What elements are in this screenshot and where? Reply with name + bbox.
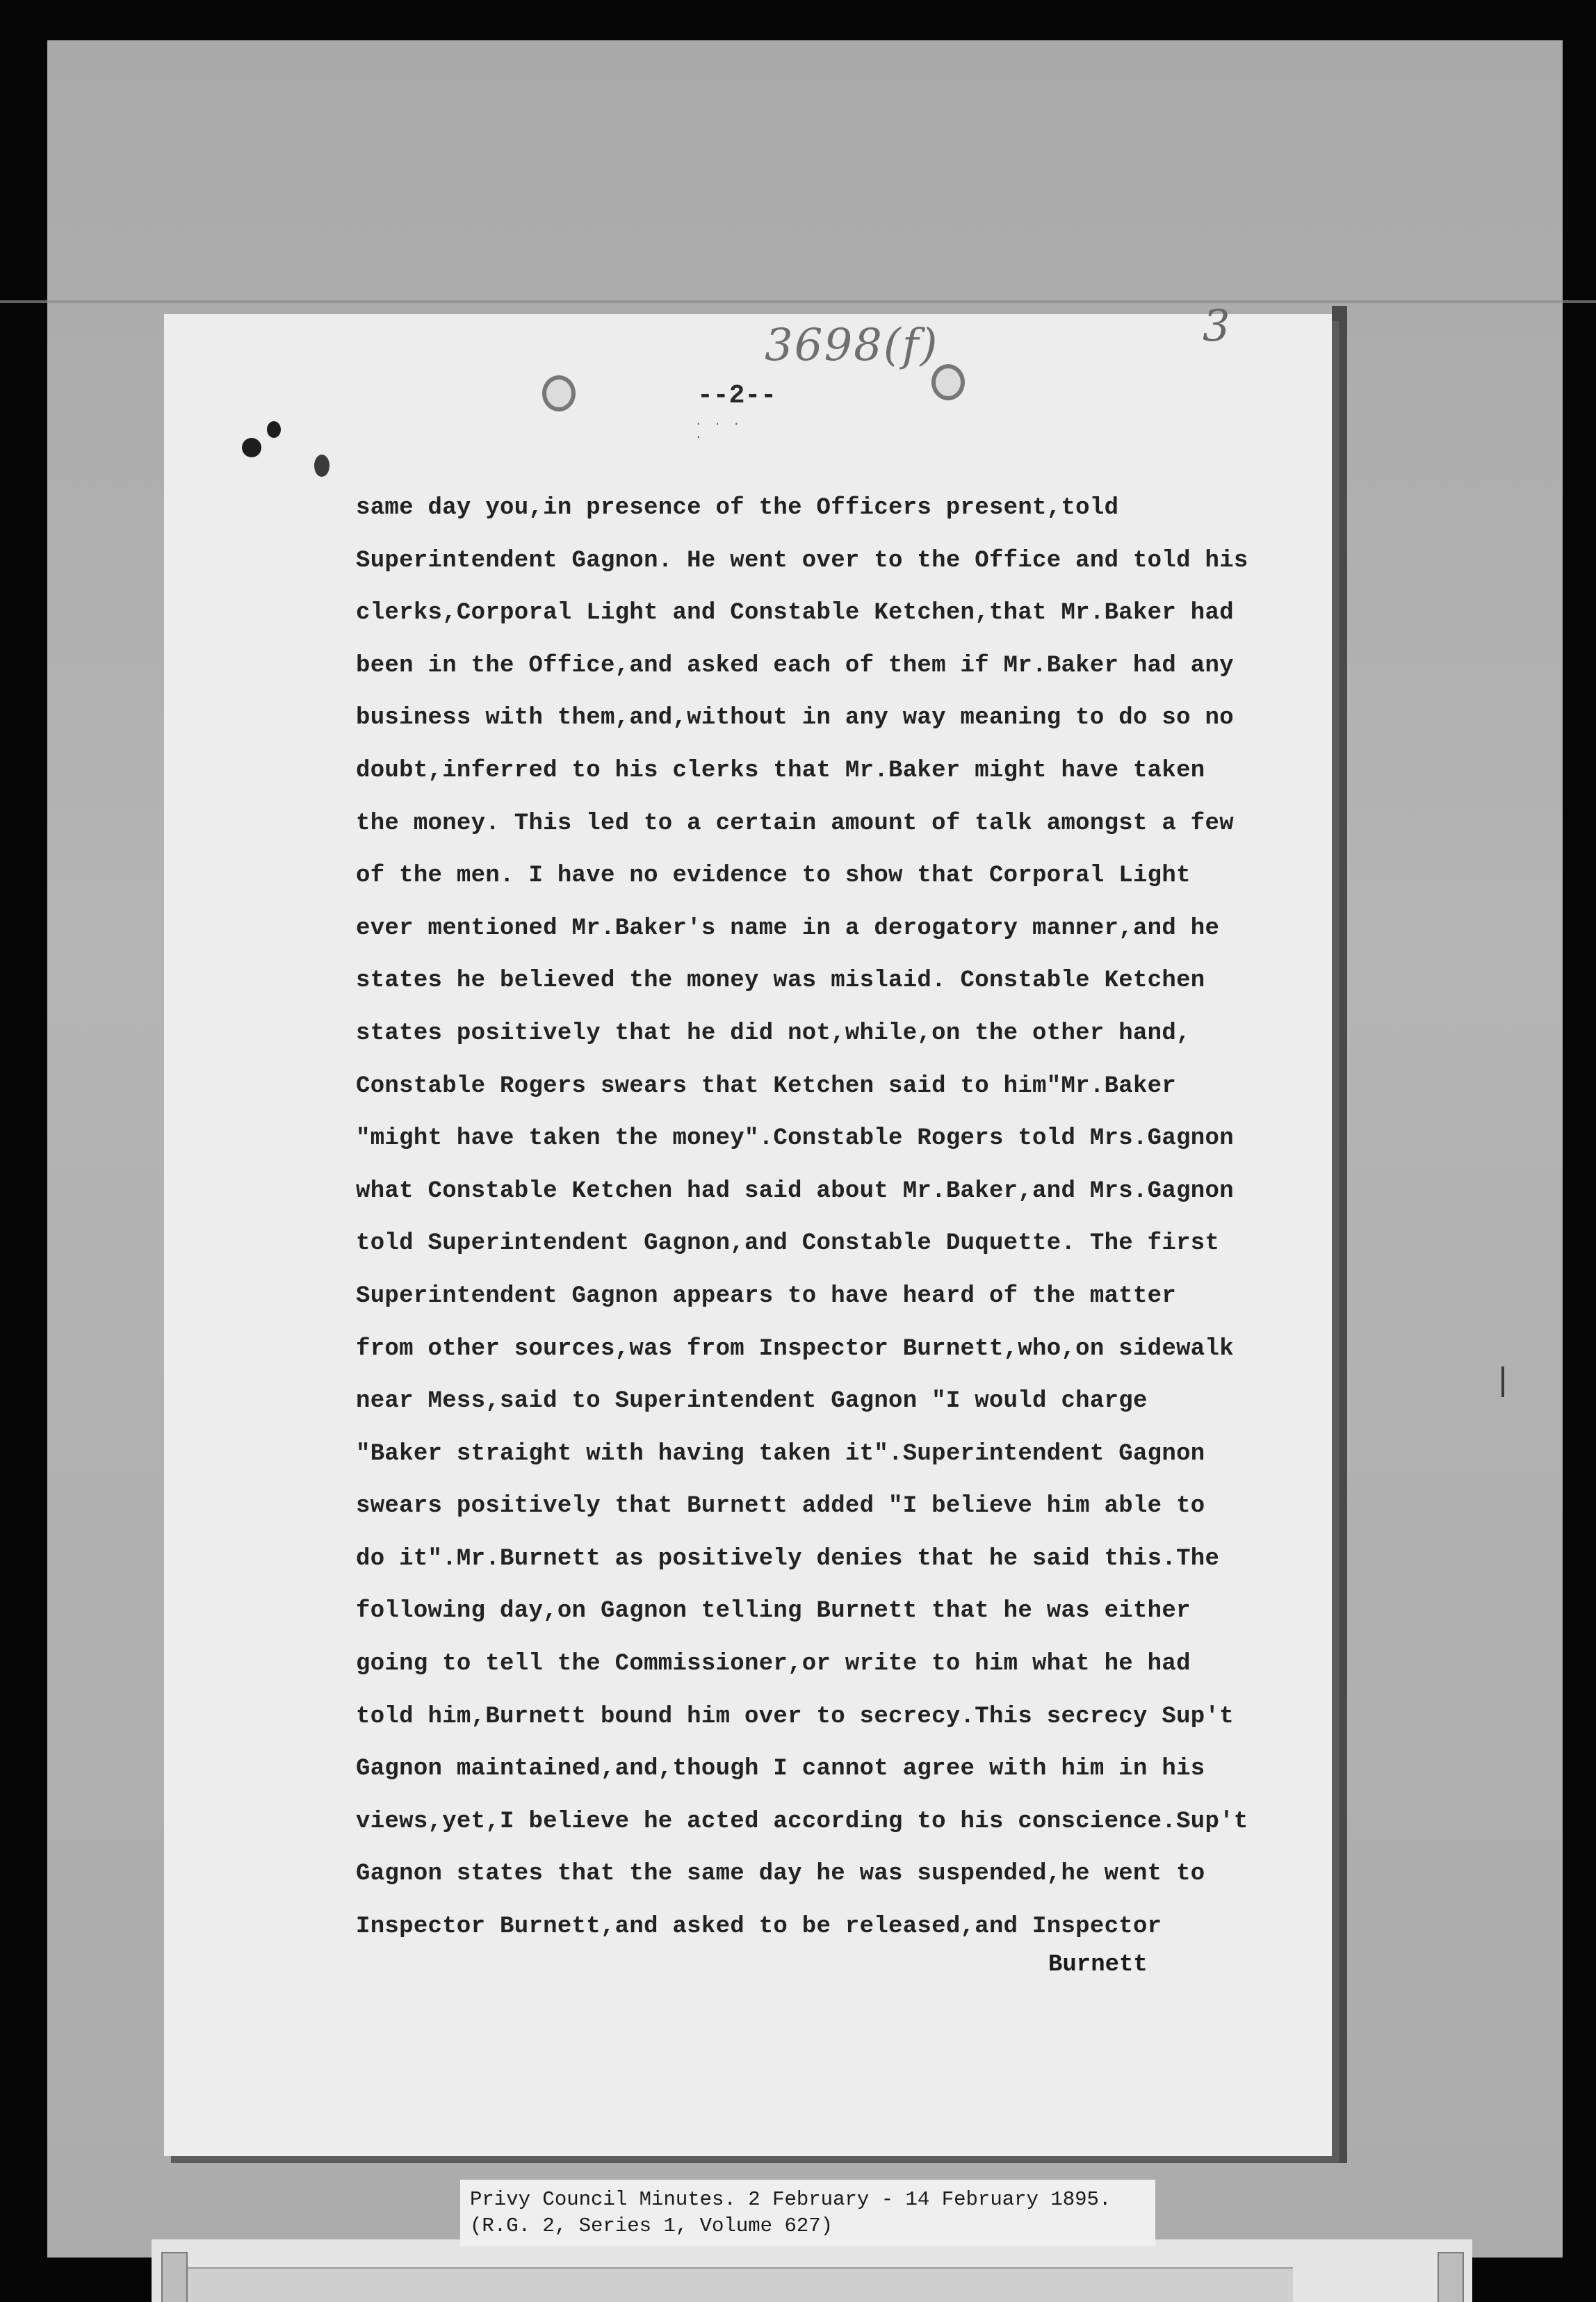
citation-label <box>460 2180 1155 2246</box>
text-line: Inspector Burnett,and asked to be released,and Inspector <box>356 1913 1162 1941</box>
bottom-post-right <box>1438 2252 1464 2302</box>
text-line: do it".Mr.Burnett as positively denies that he said this.The <box>356 1545 1220 1572</box>
punch-hole-left <box>542 375 576 411</box>
text-line: near Mess,said to Superintendent Gagnon "I would charge <box>356 1388 1148 1415</box>
citation-line-1: Privy Council Minutes. 2 February - 14 February 1895. <box>470 2188 1112 2211</box>
text-line: been in the Office,and asked each of them if Mr.Baker had any <box>356 652 1234 679</box>
text-line: told Superintendent Gagnon,and Constable Duquette. The first <box>356 1230 1220 1257</box>
text-line: Gagnon states that the same day he was suspended,he went to <box>356 1861 1205 1888</box>
film-streak <box>0 300 1596 303</box>
text-line: Superintendent Gagnon. He went over to the Office and told his <box>356 547 1248 574</box>
text-line: what Constable Ketchen had said about Mr.Baker,and Mrs.Gagnon <box>356 1177 1234 1205</box>
ink-smudge <box>267 421 281 438</box>
text-line: same day you,in presence of the Officers present,told <box>356 495 1119 521</box>
text-line: of the men. I have no evidence to show that Corporal Light <box>356 863 1191 890</box>
text-line: doubt,inferred to his clerks that Mr.Baker might have taken <box>356 757 1205 784</box>
text-line: "Baker straight with having taken it".Superintendent Gagnon <box>356 1440 1205 1467</box>
catchword: Burnett <box>1048 1952 1148 1978</box>
bottom-post-left <box>161 2252 188 2302</box>
text-line: Constable Rogers swears that Ketchen said to him"Mr.Baker <box>356 1072 1177 1100</box>
body-text <box>356 482 1260 1954</box>
text-line: from other sources,was from Inspector Burnett,who,on sidewalk <box>356 1335 1234 1362</box>
text-line: clerks,Corporal Light and Constable Ketchen,that Mr.Baker had <box>356 600 1234 627</box>
text-line: views,yet,I believe he acted according to his conscience.Sup't <box>356 1808 1248 1835</box>
catalog-number: 3698(f) <box>765 320 939 371</box>
edge-mark <box>1501 1366 1504 1397</box>
text-line: states positively that he did not,while,on the other hand, <box>356 1020 1191 1047</box>
text-line: Superintendent Gagnon appears to have heard of the matter <box>356 1282 1177 1309</box>
text-line: following day,on Gagnon telling Burnett that he was either <box>356 1598 1191 1625</box>
page-number-dots: . . . . <box>695 414 743 441</box>
ink-smudge <box>314 455 329 477</box>
text-line: told him,Burnett bound him over to secrecy.This secrecy Sup't <box>356 1703 1234 1730</box>
text-line: swears positively that Burnett added "I believe him able to <box>356 1493 1205 1520</box>
citation-line-2: (R.G. 2, Series 1, Volume 627) <box>470 2214 833 2237</box>
folio-number: 3 <box>1203 300 1230 351</box>
sheet-shadow <box>1332 306 1347 2163</box>
text-line: ever mentioned Mr.Baker's name in a derogatory manner,and he <box>356 915 1220 942</box>
text-line: "might have taken the money".Constable Rogers told Mrs.Gagnon <box>356 1125 1234 1152</box>
bottom-rail <box>181 2267 1293 2302</box>
text-line: Gagnon maintained,and,though I cannot agree with him in his <box>356 1756 1205 1783</box>
text-line: business with them,and,without in any way meaning to do so no <box>356 705 1234 732</box>
ink-smudge <box>242 438 261 457</box>
punch-hole-right <box>931 364 965 400</box>
text-line: the money. This led to a certain amount of talk amongst a few <box>356 810 1234 837</box>
text-line: going to tell the Commissioner,or write to him what he had <box>356 1651 1191 1678</box>
text-line: states he believed the money was mislaid. Constable Ketchen <box>356 968 1205 995</box>
page-number: --2-- <box>697 381 777 411</box>
